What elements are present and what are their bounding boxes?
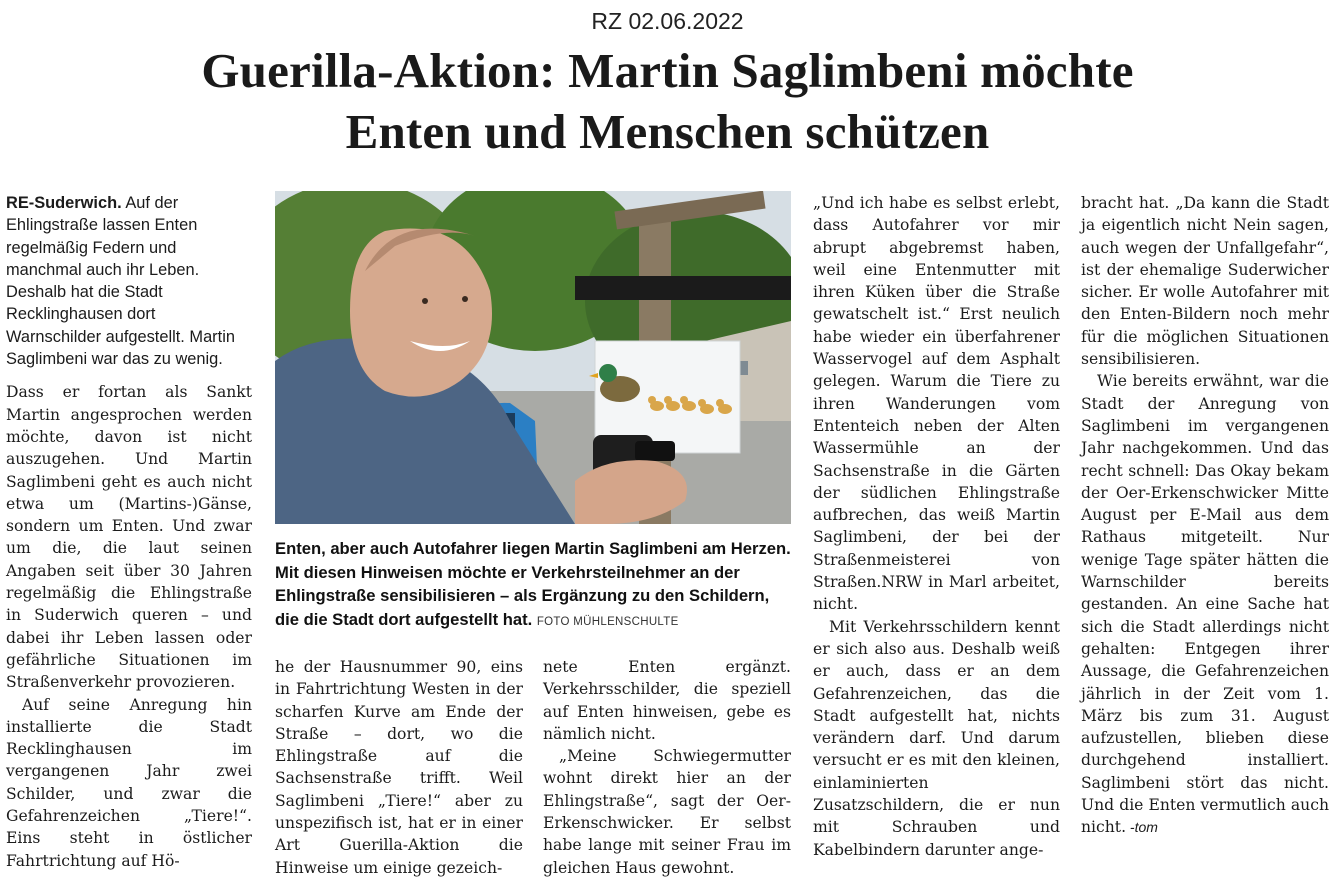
article-photo bbox=[275, 191, 791, 524]
publication-date-stamp: RZ 02.06.2022 bbox=[591, 8, 744, 34]
body-paragraph bbox=[1081, 370, 1329, 838]
body-paragraph: Dass er fortan als Sankt Martin angesprochen werden möchte, davon ist nicht auszugehen. Und Martin Saglimbeni geht es auch nicht etwa um (Martins-)Gänse, sondern um Enten. Und zwar um die, die laut seinen Angaben seit über 30 Jahren regelmäßig die Ehlingstraße in Suderwich queren – und dabei ihr Leben lassen oder gefährliche Situationen im Straßenverkehr provozieren. bbox=[6, 383, 252, 692]
lead-text: Auf der Ehlingstraße lassen Enten regelmäßig Federn und manchmal auch ihr Leben. Deshalb hat die Stadt Recklinghausen dort Warnschilder aufgestellt. Martin Saglimbeni war das zu wenig. bbox=[6, 194, 235, 369]
body-paragraph: bracht hat. „Da kann die Stadt ja eigentlich nicht Nein sagen, auch wegen der Unfallgefahr“, ist der ehemalige Suderwicher sicher. Er wolle Autofahrer mit den Enten-Bildern noch mehr für die möglichen Situationen sensibilisieren. bbox=[1081, 194, 1329, 369]
author-signature: -tom bbox=[1126, 819, 1158, 836]
body-paragraph: nete Enten ergänzt. Verkehrsschilder, die speziell auf Enten hinweisen, gebe es nämlich nicht. bbox=[543, 658, 791, 743]
headline-line-2: Enten und Menschen schützen bbox=[345, 104, 990, 159]
closing-text: Wie bereits erwähnt, war die Stadt der Anregung von Saglimbeni im vergangenen Jahr nachgekommen. Und das recht schnell: Das Okay bekam der Oer-Erkenschwicker Mitte August per E-Mail aus dem Rathaus mitgeteilt. Nur wenige Tage später hätten die Warnschilder bereits gestanden. An eine Sache hat sich die Stadt allerdings nicht gehalten: Entgegen ihrer Aussage, die Gefahrenzeichen jährlich in der Zeit vom 1. März bis zum 31. August aufzustellen, blieben diese durchgehend installiert. Saglimbeni stört das nicht. Und die Enten vermutlich auch nicht. bbox=[1081, 372, 1329, 837]
photo-credit: FOTO MÜHLENSCHULTE bbox=[536, 615, 679, 628]
column-1 bbox=[6, 192, 252, 872]
body-paragraph: „Und ich habe es selbst erlebt, dass Autofahrer vor mir abrupt abgebremst haben, weil eine Entenmutter mit ihren Küken über die Straße gewatschelt ist.“ Erst neulich habe wieder ein überfahrener Wasservogel auf dem Asphalt gelegen. Warum die Tiere zu ihren Wanderungen vom Ententeich neben der Alten Wassermühle an der Sachsenstraße in die Gärten der südlichen Ehlingstraße aufbrechen, das weiß Martin Saglimbeni, der bei der Straßenmeisterei von Straßen.NRW in Marl arbeitet, nicht. bbox=[813, 194, 1060, 614]
body-paragraph: „Meine Schwiegermutter wohnt direkt hier an der Ehlingstraße“, sagt der Oer-Erkenschwicker. Er selbst habe lange mit seiner Frau im gleichen Haus gewohnt. bbox=[543, 747, 791, 877]
dateline: RE-Suderwich. bbox=[6, 194, 122, 212]
headline-line-1: Guerilla-Aktion: Martin Saglimbeni möchte bbox=[201, 43, 1134, 98]
column-3 bbox=[543, 656, 791, 879]
column-2 bbox=[275, 656, 523, 879]
column-5 bbox=[1081, 192, 1329, 839]
body-paragraph: he der Hausnummer 90, eins in Fahrtrichtung Westen in der scharfen Kurve am Ende der Straße – dort, wo die Ehlingstraße auf die Sachsenstraße trifft. Weil Saglimbeni „Tiere!“ aber zu unspezifisch ist, hat er in einer Art Guerilla-Aktion die Hinweise um einige gezeich- bbox=[275, 658, 523, 877]
caption-text: Enten, aber auch Autofahrer liegen Martin Saglimbeni am Herzen. Mit diesen Hinweisen möchte er Verkehrsteilnehmer an der Ehlingstraße sensibilisieren – als Ergänzung zu den Schildern, die die Stadt dort aufgestellt hat. bbox=[275, 539, 791, 629]
body-paragraph: Auf seine Anregung hin installierte die Stadt Recklinghausen im vergangenen Jahr zwei Schilder, und zwar die Gefahrenzeichen „Tiere!“. Eins steht in östlicher Fahrtrichtung auf Hö- bbox=[6, 695, 252, 870]
lead-paragraph bbox=[6, 192, 252, 370]
column-4 bbox=[813, 192, 1060, 861]
body-paragraph: Mit Verkehrsschildern kennt er sich also aus. Deshalb weiß er auch, dass er an dem Gefahrenzeichen, das die Stadt aufgestellt hat, nichts verändern darf. Und darum versucht er es mit den kleinen, einlaminierten Zusatzschildern, die er nun mit Schrauben und Kabelbindern darunter ange- bbox=[813, 617, 1060, 859]
photo-caption bbox=[275, 537, 791, 634]
article-headline bbox=[0, 40, 1335, 162]
